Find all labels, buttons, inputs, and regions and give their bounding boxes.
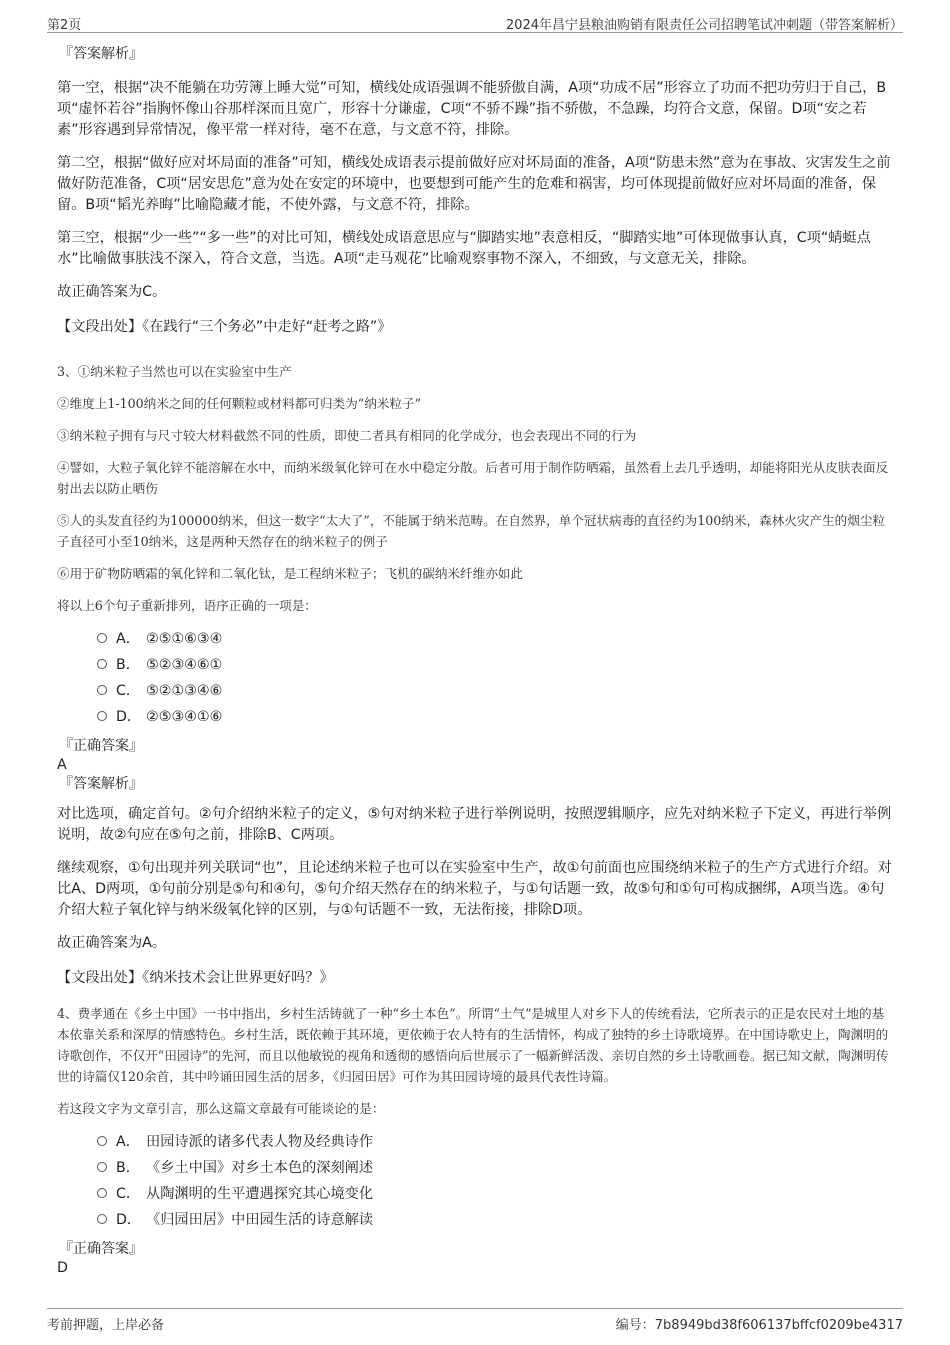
q3-sentence-2: ②维度上1-100纳米之间的任何颗粒或材料都可归类为“纳米粒子” [57, 396, 422, 411]
q3-analysis-paragraph-1: 对比选项，确定首句。②句介绍纳米粒子的定义，⑤句对纳米粒子进行举例说明，按照逻辑顺序，应先对纳米粒子下定义，再进行举例说明，故②句应在⑤句之前，排除B、C两项。 [57, 806, 892, 843]
q3-analysis-paragraph-2: 继续观察，①句出现并列关联词“也”，且论述纳米粒子也可以在实验室中生产，故①句前面也应围绕纳米粒子的生产方式进行介绍。对比A、D两项，①句前分别是⑤句和④句，⑤句介绍天然存在的纳米粒子，与①句话题一致，故⑤句和①句可构成捆绑，A项当选。④句介绍大粒子氧化锌与纳米级氧化锌的区别，与①句话题不一致，无法衔接，排除D项。 [57, 860, 892, 918]
q2-conclusion: 故正确答案为C。 [57, 284, 167, 300]
q3-conclusion: 故正确答案为A。 [57, 935, 167, 951]
document-title: 2024年昌宁县粮油购销有限责任公司招聘笔试冲刺题（带答案解析） [505, 18, 903, 33]
q2-analysis-tag: 『答案解析』 [59, 46, 143, 62]
q3-sentence-5: ⑤人的头发直径约为100000纳米，但这一数字“太大了”，不能属于纳米范畴。在自然界，单个冠状病毒的直径约为100纳米，森林火灾产生的烟尘粒子直径可小至10纳米，这是两种天然存在的纳米粒子的例子 [57, 513, 886, 549]
page-content [57, 44, 893, 1277]
radio-icon[interactable] [97, 633, 107, 643]
q3-options [97, 626, 893, 730]
q3-sentence-1: 3、①纳米粒子当然也可以在实验室中生产 [57, 364, 292, 379]
document-code: 编号：7b8949bd38f606137bffcf0209be4317 [615, 1318, 903, 1333]
q2-source: 【文段出处】《在践行“三个务必”中走好“赶考之路”》 [57, 319, 392, 335]
q2-analysis-paragraph-3: 第三空，根据“少一些”“多一些”的对比可知，横线处成语意思应与“脚踏实地”表意相反，“脚踏实地”可体现做事认真，C项“蜻蜓点水”比喻做事肤浅不深入，符合文意，当选。A项“走马观花”比喻观察事物不深入，不细致，与文意无关，排除。 [57, 230, 871, 267]
q4-answer-tag: 『正确答案』 [59, 1241, 143, 1257]
radio-icon[interactable] [97, 711, 107, 721]
radio-icon[interactable] [97, 1214, 107, 1224]
page-number: 第2页 [47, 18, 82, 33]
q3-sentence-4: ④譬如，大粒子氧化锌不能溶解在水中，而纳米级氧化锌可在水中稳定分散。后者可用于制作防晒霜，虽然看上去几乎透明，却能将阳光从皮肤表面反射出去以防止晒伤 [57, 460, 889, 496]
q4-option-b[interactable]: B． 《乡土中国》对乡土本色的深刻阐述 [97, 1155, 893, 1181]
q3-question: 将以上6个句子重新排列，语序正确的一项是： [57, 598, 317, 613]
q3-answer: A [57, 757, 67, 773]
radio-icon[interactable] [97, 1162, 107, 1172]
q4-option-c[interactable]: C． 从陶渊明的生平遭遇探究其心境变化 [97, 1181, 893, 1207]
q4-stem: 4、费孝通在《乡土中国》一书中指出，乡村生活铸就了一种“乡土本色”。所谓“土气”是城里人对乡下人的传统看法，它所表示的正是农民对土地的基本依靠关系和深厚的情感特色。乡村生活，既依赖于其环境，更依赖于农人特有的生活情怀，构成了独特的乡土诗歌境界。在中国诗歌史上，陶渊明的诗歌创作，不仅开“田园诗”的先河，而且以他敏锐的视角和透彻的感悟向后世展示了一幅新鲜活泼、亲切自然的乡土诗歌画卷。据已知文献，陶渊明传世的诗篇仅120余首，其中吟诵田园生活的居多，《归园田居》可作为其田园诗境的最具代表性诗篇。 [57, 1006, 889, 1084]
q3-analysis-tag: 『答案解析』 [59, 776, 143, 792]
q4-question: 若这段文字为文章引言，那么这篇文章最有可能谈论的是： [57, 1101, 385, 1116]
q3-source: 【文段出处】《纳米技术会让世界更好吗？》 [57, 970, 334, 986]
q2-analysis-paragraph-2: 第二空，根据“做好应对坏局面的准备”可知，横线处成语表示提前做好应对坏局面的准备，A项“防患未然”意为在事故、灾害发生之前做好防范准备，C项“居安思危”意为处在安定的环境中，也要想到可能产生的危难和祸害，均可体现提前做好应对坏局面的准备，保留。B项“韬光养晦”比喻隐藏才能，不使外露，与文意不符，排除。 [57, 155, 891, 213]
page-footer [47, 1308, 903, 1333]
q3-option-b[interactable]: B． ⑤②③④⑥① [97, 652, 893, 678]
q4-options [97, 1129, 893, 1233]
radio-icon[interactable] [97, 659, 107, 669]
footer-slogan: 考前押题，上岸必备 [47, 1318, 165, 1333]
q2-analysis-paragraph-1: 第一空，根据“决不能躺在功劳簿上睡大觉”可知，横线处成语强调不能骄傲自满，A项“功成不居”形容立了功而不把功劳归于自己，B项“虚怀若谷”指胸怀像山谷那样深而且宽广，形容十分谦虚，C项“不骄不躁”指不骄傲，不急躁，均符合文意，保留。D项“安之若素”形容遇到异常情况，像平常一样对待，毫不在意，与文意不符，排除。 [57, 80, 887, 138]
q3-answer-tag: 『正确答案』 [59, 738, 143, 754]
radio-icon[interactable] [97, 1136, 107, 1146]
q4-option-a[interactable]: A． 田园诗派的诸多代表人物及经典诗作 [97, 1129, 893, 1155]
q3-option-d[interactable]: D． ②⑤③④①⑥ [97, 704, 893, 730]
q3-sentence-6: ⑥用于矿物防晒霜的氧化锌和二氧化钛，是工程纳米粒子；飞机的碳纳米纤维亦如此 [57, 566, 523, 581]
q4-answer: D [57, 1260, 68, 1276]
q3-sentence-3: ③纳米粒子拥有与尺寸较大材料截然不同的性质，即使二者具有相同的化学成分，也会表现出不同的行为 [57, 428, 637, 443]
radio-icon[interactable] [97, 1188, 107, 1198]
page-header [47, 12, 903, 33]
radio-icon[interactable] [97, 685, 107, 695]
q4-option-d[interactable]: D． 《归园田居》中田园生活的诗意解读 [97, 1207, 893, 1233]
q3-option-a[interactable]: A． ②⑤①⑥③④ [97, 626, 893, 652]
q3-option-c[interactable]: C． ⑤②①③④⑥ [97, 678, 893, 704]
